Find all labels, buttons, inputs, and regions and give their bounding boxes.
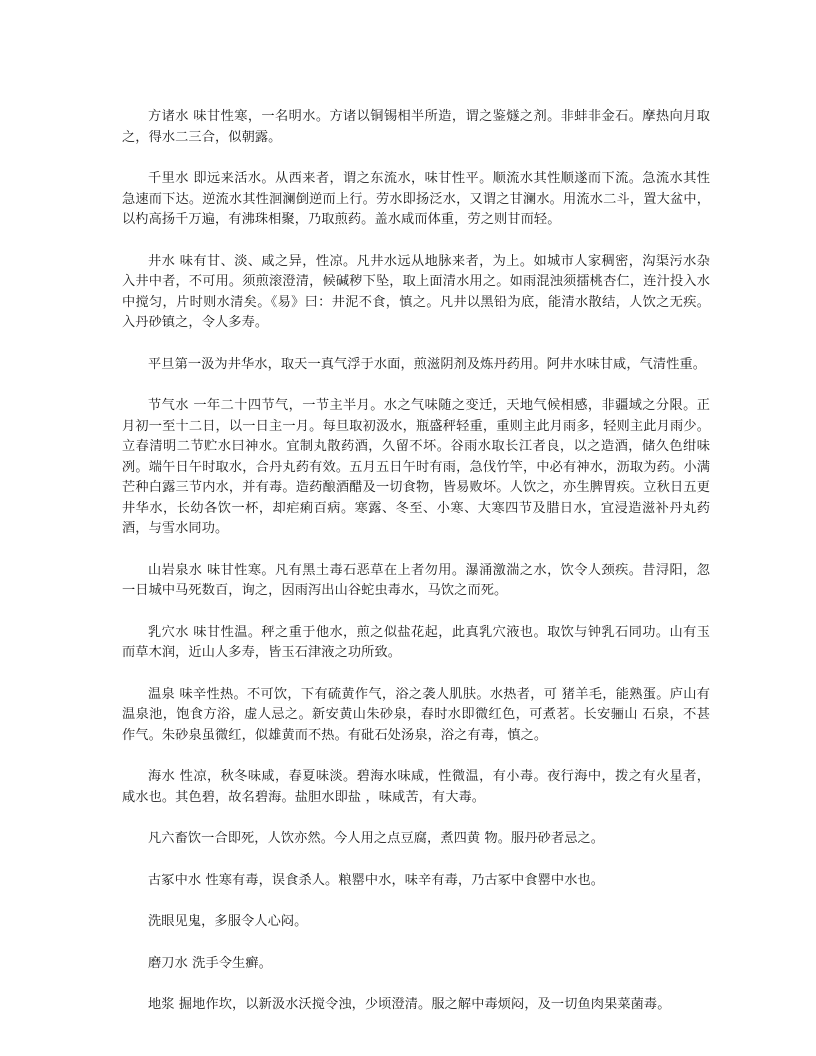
paragraph-knife-grinding-water: 磨刀水 洗手令生癣。 bbox=[148, 955, 272, 971]
paragraph-hot-spring: 温泉 味辛性热。不可饮，下有硫黄作气，浴之袭人肌肤。水热者，可 猪羊毛，能熟蛋。庐山有温泉池，饱食方浴，虚人忌之。新安黄山朱砂泉，春时水即微红色，可煮茗。长安骊山 石泉，不甚作气。朱砂泉虽微红，似雄黄而不热。有砒石处汤泉，浴之有毒，慎之。 bbox=[122, 686, 710, 743]
paragraph-qianli-water: 千里水 即远来活水。从西来者，谓之东流水，味甘性平。顺流水其性顺遂而下流。急流水其性急速而下达。逆流水其性洄澜倒逆而上行。劳水即扬泛水，又谓之甘澜水。用流水二斗，置大盆中，以杓高扬千万遍，有沸珠相聚，乃取煎药。盖水咸而体重，劳之则甘而轻。 bbox=[122, 171, 710, 227]
document-page bbox=[122, 107, 710, 1037]
paragraph-mountain-spring-water: 山岩泉水 味甘性寒。凡有黑土毒石恶草在上者勿用。瀑涌激湍之水，饮令人颈疾。昔浔阳，忽一日城中马死数百，询之，因雨泻出山谷蛇虫毒水，马饮之而死。 bbox=[122, 562, 710, 598]
paragraph-cave-milk-water: 乳穴水 味甘性温。秤之重于他水，煎之似盐花起，此真乳穴液也。取饮与钟乳石同功。山有玉而草木润，近山人多寿，皆玉石津液之功所致。 bbox=[122, 624, 710, 660]
paragraph-jinghua-water: 平旦第一汲为井华水，取天一真气浮于水面，煎滋阴剂及炼丹药用。阿井水味甘咸，气清性重。 bbox=[148, 356, 707, 372]
paragraph-fangzhu-water: 方诸水 味甘性寒，一名明水。方诸以铜锡相半所造，谓之鉴燧之剂。非蚌非金石。摩热向月取之，得水二三合，似朝露。 bbox=[122, 109, 710, 145]
paragraph-sea-water: 海水 性凉，秋冬味咸，春夏味淡。碧海水味咸，性微温，有小毒。夜行海中，拨之有火星者，咸水也。其色碧，故名碧海。盐胆水即盐 ，味咸苦，有大毒。 bbox=[122, 769, 710, 805]
paragraph-ancient-tomb-water: 古冢中水 性寒有毒，误食杀人。粮罂中水，味辛有毒，乃古冢中食罂中水也。 bbox=[148, 872, 605, 888]
paragraph-eye-washing: 洗眼见鬼，多服令人心闷。 bbox=[148, 914, 308, 929]
paragraph-livestock-warning: 凡六畜饮一合即死，人饮亦然。今人用之点豆腐，煮四黄 物。服丹砂者忌之。 bbox=[148, 831, 605, 846]
paragraph-earth-slurry: 地浆 掘地作坎，以新汲水沃搅令浊，少顷澄清。服之解中毒烦闷，及一切鱼肉果菜菌毒。 bbox=[148, 997, 671, 1012]
paragraph-solar-term-water: 节气水 一年二十四节气，一节主半月。水之气味随之变迁，天地气候相感，非疆域之分限。正月初一至十二日，以一日主一月。每旦取初汲水，瓶盛秤轻重，重则主此月雨多，轻则主此月雨少。立春清明二节贮水曰神水。宜制丸散药酒，久留不坏。谷雨水取长江者良，以之造酒，储久色绀味冽。端午日午时取水，合丹丸药有效。五月五日午时有雨，急伐竹竿，中必有神水，沥取为药。小满芒种白露三节内水，并有毒。造药酿酒醋及一切食物，皆易败坏。人饮之，亦生脾胃疾。立秋日五更井华水，长幼各饮一杯，却疟痢百病。寒露、冬至、小寒、大寒四节及腊日水，宜浸造滋补丹丸药酒，与雪水同功。 bbox=[122, 398, 710, 536]
paragraph-well-water: 井水 味有甘、淡、咸之异，性凉。凡井水远从地脉来者，为上。如城市人家稠密，沟渠污水杂入井中者，不可用。须煎滚澄清，候碱秽下坠，取上面清水用之。如雨混浊须擂桃杏仁，连汁投入水中搅匀，片时则水清矣。《易》曰：井泥不食，慎之。凡井以黑铅为底，能清水散结，人饮之无疾。入丹砂镇之，令人多寿。 bbox=[122, 253, 710, 330]
